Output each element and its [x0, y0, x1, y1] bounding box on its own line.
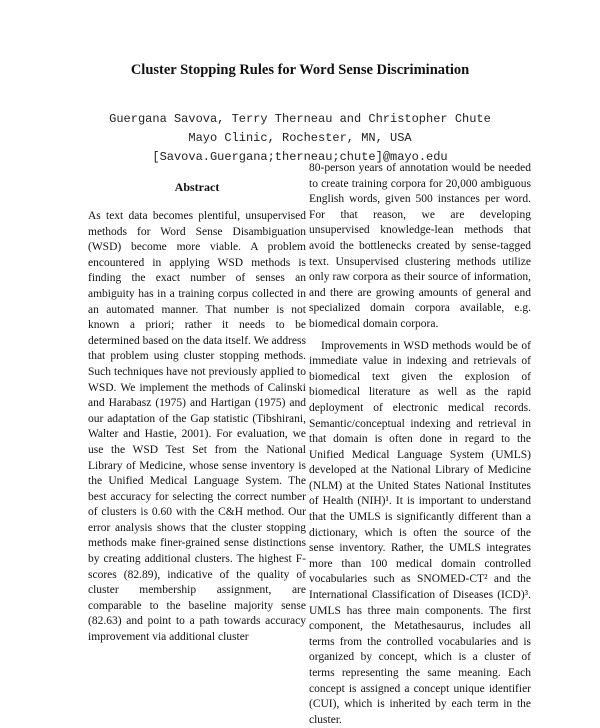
author-block [0, 110, 600, 167]
abstract-heading: Abstract [174, 180, 220, 194]
left-column [88, 183, 306, 646]
intro-paragraph-1: 80-person years of annotation would be needed to create training corpora for 20,000 ambiguous English words, given 500 instances per word. For that reason, we are developing unsupervised knowledge-lean methods that avoid the bottlenecks created by sense-tagged text. Unsupervised clustering methods utilize only raw corpora as their source of information, and there are growing amounts of general and specialized domain corpora available, e.g. biomedical domain corpora. [309, 162, 531, 330]
affiliation: Mayo Clinic, Rochester, MN, USA [188, 131, 412, 145]
right-column [309, 161, 531, 728]
paper-title: Cluster Stopping Rules for Word Sense Discrimination [130, 62, 470, 78]
intro-paragraph-2: Improvements in WSD methods would be of immediate value in indexing and retrievals of biomedical text given the explosion of biomedical literature as well as the rapid deployment of electronic medical records. Semantic/conceptual indexing and retrieval in that domain is often done in regard to the Unified Medical Language System (UMLS) developed at the National Library of Medicine (NLM) at the United States National Institutes of Health (NIH)¹. It is important to understand that the UMLS is significantly different than a dictionary, which is often the source of the sense inventory. Rather, the UMLS integrates more than 100 medical domain controlled vocabularies such as SNOMED-CT² and the International Classification of Diseases (ICD)³. UMLS has three main components. The first component, the Metathesaurus, includes all terms from the controlled vocabularies and is organized by concept, which is a cluster of terms representing the same meaning. Each concept is assigned a concept unique identifier (CUI), which is inherited by each term in the cluster. [309, 339, 531, 726]
abstract-text: As text data becomes plentiful, unsupervised methods for Word Sense Disambiguation (WSD) become more viable. A problem encountered in applying WSD methods is finding the exact number of senses an ambiguity has in a training corpus collected in an automated manner. That number is not known a priori; rather it needs to be determined based on the data itself. We address that problem using cluster stopping methods. Such techniques have not previously applied to WSD. We implement the methods of Calinski and Harabasz (1975) and Hartigan (1975) and our adaptation of the Gap statistic (Tibshirani, Walter and Hastie, 2001). For evaluation, we use the WSD Test Set from the National Library of Medicine, whose sense inventory is the Unified Medical Language System. The best accuracy for selecting the correct number of clusters is 0.60 with the C&H method. Our error analysis shows that the cluster stopping methods make finer-grained sense distinctions by creating additional clusters. The highest F-scores (82.89), indicative of the quality of cluster membership assignment, are comparable to the baseline majority sense (82.63) and point to a path towards accuracy improvement via additional cluster [88, 210, 306, 644]
author-emails: [Savova.Guergana;therneau;chute]@mayo.edu [152, 150, 448, 164]
author-names: Guergana Savova, Terry Therneau and Christopher Chute [109, 112, 491, 126]
